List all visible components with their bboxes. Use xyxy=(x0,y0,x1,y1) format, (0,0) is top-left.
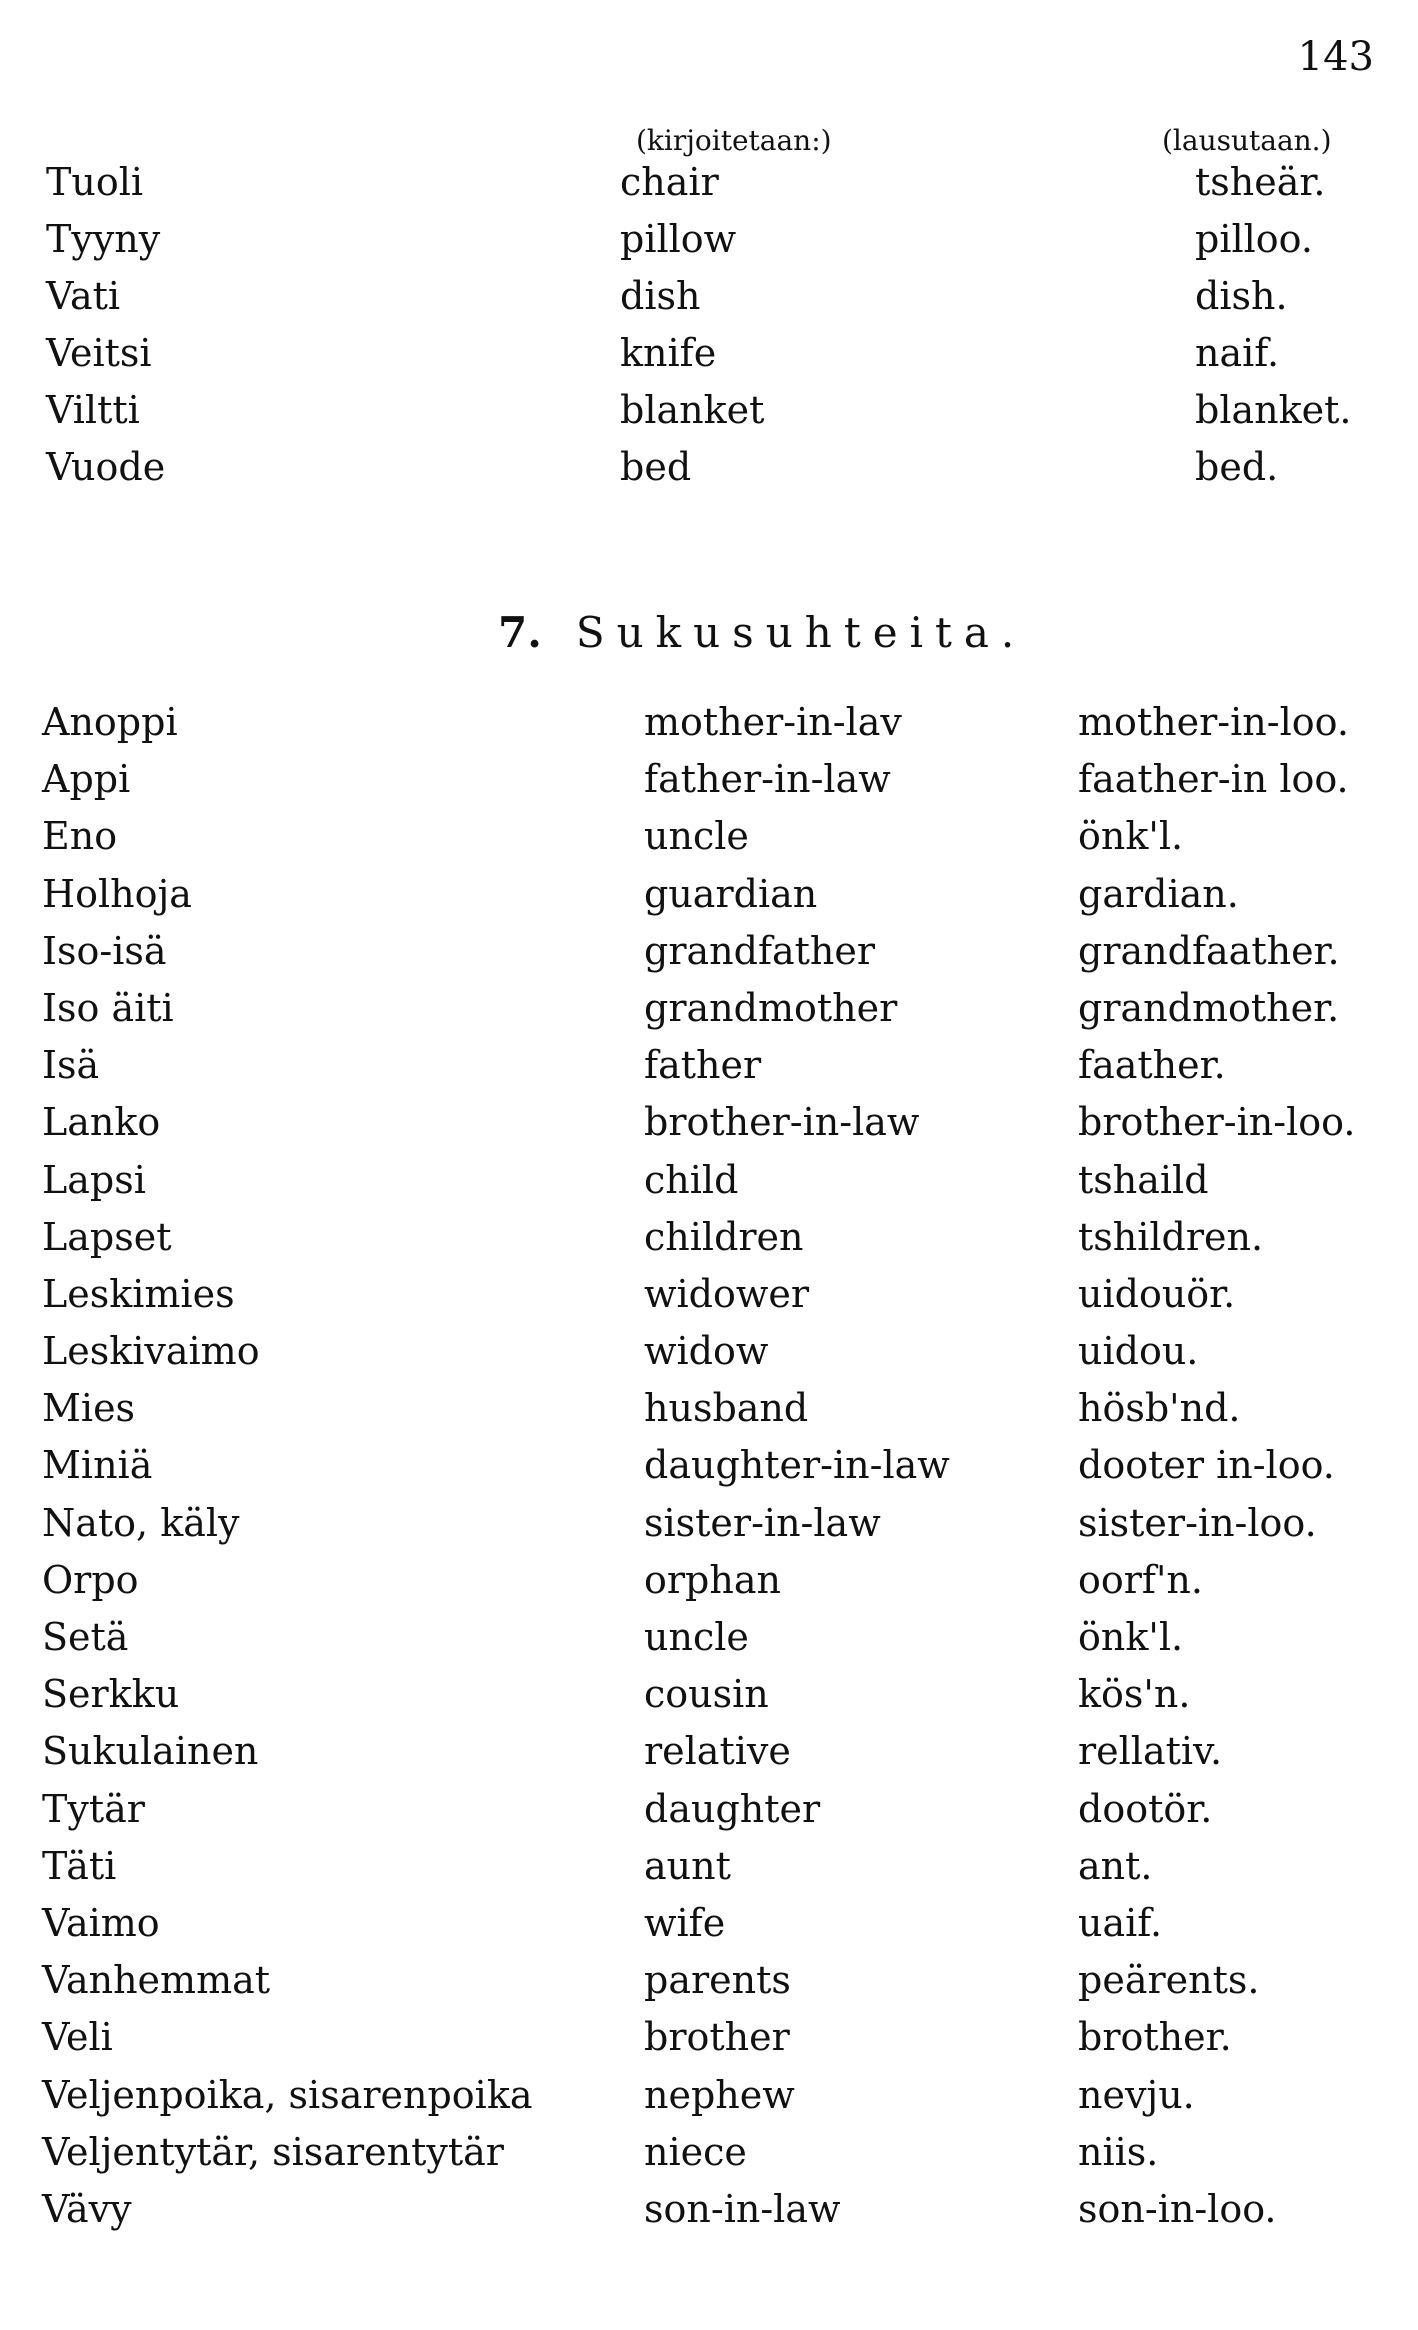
finnish-word: Mies xyxy=(42,1386,136,1431)
english-word: blanket xyxy=(620,388,765,432)
pronunciation: ant. xyxy=(1078,1843,1153,1888)
english-word: niece xyxy=(644,2129,747,2174)
english-word: grandmother xyxy=(644,985,898,1030)
finnish-word: Vuode xyxy=(46,445,166,489)
english-word: husband xyxy=(644,1386,809,1431)
pronunciation: hösb'nd. xyxy=(1078,1386,1241,1431)
finnish-word: Iso-isä xyxy=(42,928,167,973)
finnish-word: Vanhemmat xyxy=(42,1958,271,2003)
pronunciation: bed. xyxy=(1195,445,1279,489)
vocabulary-row xyxy=(0,1958,1418,2015)
vocabulary-row xyxy=(0,1901,1418,1958)
pronunciation: brother-in-loo. xyxy=(1078,1100,1356,1145)
top-vocabulary-table xyxy=(0,160,1418,502)
finnish-word: Veitsi xyxy=(46,331,152,375)
pronunciation: oorf'n. xyxy=(1078,1557,1203,1602)
pronunciation: faather. xyxy=(1078,1043,1226,1088)
pronunciation: peärents. xyxy=(1078,1958,1260,2003)
pronunciation: uidou. xyxy=(1078,1329,1199,1374)
pronunciation: grandfaather. xyxy=(1078,928,1340,973)
pronunciation: önk'l. xyxy=(1078,1615,1184,1659)
vocabulary-row xyxy=(0,217,1418,274)
finnish-word: Leskimies xyxy=(42,1271,235,1316)
vocabulary-row xyxy=(0,1558,1418,1615)
english-word: brother xyxy=(644,2015,790,2060)
english-word: daughter-in-law xyxy=(644,1443,950,1488)
vocabulary-row xyxy=(0,1443,1418,1500)
pronunciation: kös'n. xyxy=(1078,1672,1191,1717)
finnish-word: Tytär xyxy=(42,1786,145,1831)
finnish-word: Tuoli xyxy=(46,160,144,204)
finnish-word: Vati xyxy=(46,274,121,318)
english-word: widow xyxy=(644,1329,769,1374)
finnish-word: Viltti xyxy=(46,388,140,432)
finnish-word: Nato, käly xyxy=(42,1500,240,1545)
english-word: wife xyxy=(644,1900,726,1945)
english-word: uncle xyxy=(644,814,749,859)
finnish-word: Miniä xyxy=(42,1443,153,1488)
vocabulary-row xyxy=(0,2187,1418,2244)
vocabulary-row xyxy=(0,1386,1418,1443)
page-number: 143 xyxy=(1297,34,1374,80)
pronunciation: naif. xyxy=(1195,331,1280,375)
finnish-word: Leskivaimo xyxy=(42,1329,260,1374)
column-header-written: (kirjoitetaan:) xyxy=(636,124,832,157)
pronunciation: tshaild xyxy=(1078,1157,1209,1202)
pronunciation: son-in-loo. xyxy=(1078,2186,1277,2231)
vocabulary-row xyxy=(0,2015,1418,2072)
english-word: son-in-law xyxy=(644,2186,841,2231)
english-word: cousin xyxy=(644,1672,769,1717)
english-word: chair xyxy=(620,160,719,204)
finnish-word: Iso äiti xyxy=(42,985,174,1030)
vocabulary-row xyxy=(0,1215,1418,1272)
english-word: relative xyxy=(644,1729,791,1774)
finnish-word: Serkku xyxy=(42,1672,180,1717)
vocabulary-row xyxy=(0,1844,1418,1901)
section-title: Sukusuhteita. xyxy=(575,608,1027,657)
vocabulary-row xyxy=(0,1043,1418,1100)
finnish-word: Lanko xyxy=(42,1100,161,1145)
finnish-word: Vaimo xyxy=(42,1900,160,1945)
english-word: bed xyxy=(620,445,692,489)
pronunciation: mother-in-loo. xyxy=(1078,700,1349,744)
vocabulary-row xyxy=(0,1158,1418,1215)
pronunciation: tshildren. xyxy=(1078,1214,1264,1259)
vocabulary-row xyxy=(0,700,1418,757)
kinship-vocabulary-table xyxy=(0,700,1418,2244)
english-word: grandfather xyxy=(644,928,876,973)
column-header-spoken: (lausutaan.) xyxy=(1162,124,1332,157)
english-word: nephew xyxy=(644,2072,795,2117)
finnish-word: Sukulainen xyxy=(42,1729,259,1774)
finnish-word: Veli xyxy=(42,2015,113,2060)
vocabulary-row xyxy=(0,1329,1418,1386)
finnish-word: Appi xyxy=(42,757,131,802)
pronunciation: sister-in-loo. xyxy=(1078,1500,1317,1545)
english-word: father xyxy=(644,1043,762,1088)
english-word: mother-in-lav xyxy=(644,700,902,744)
pronunciation: uaif. xyxy=(1078,1900,1163,1945)
finnish-word: Lapset xyxy=(42,1214,172,1259)
pronunciation: blanket. xyxy=(1195,388,1352,432)
english-word: widower xyxy=(644,1271,810,1316)
vocabulary-row xyxy=(0,1501,1418,1558)
english-word: aunt xyxy=(644,1843,731,1888)
pronunciation: niis. xyxy=(1078,2129,1159,2174)
vocabulary-row xyxy=(0,1672,1418,1729)
finnish-word: Veljentytär, sisarentytär xyxy=(42,2129,504,2174)
vocabulary-row xyxy=(0,388,1418,445)
english-word: parents xyxy=(644,1958,791,2003)
pronunciation: pilloo. xyxy=(1195,217,1313,261)
pronunciation: nevju. xyxy=(1078,2072,1195,2117)
vocabulary-row xyxy=(0,1100,1418,1157)
pronunciation: önk'l. xyxy=(1078,814,1184,859)
english-word: brother-in-law xyxy=(644,1100,920,1145)
section-heading xyxy=(498,608,1026,657)
vocabulary-row xyxy=(0,814,1418,871)
vocabulary-row xyxy=(0,929,1418,986)
vocabulary-row xyxy=(0,445,1418,502)
pronunciation: faather-in loo. xyxy=(1078,757,1349,802)
english-word: uncle xyxy=(644,1615,749,1659)
pronunciation: tsheär. xyxy=(1195,160,1326,204)
vocabulary-row xyxy=(0,2073,1418,2130)
english-word: children xyxy=(644,1214,804,1259)
finnish-word: Anoppi xyxy=(42,700,178,744)
vocabulary-row xyxy=(0,872,1418,929)
english-word: sister-in-law xyxy=(644,1500,881,1545)
english-word: dish xyxy=(620,274,701,318)
vocabulary-row xyxy=(0,1729,1418,1786)
vocabulary-row xyxy=(0,1272,1418,1329)
english-word: guardian xyxy=(644,871,818,916)
pronunciation: rellativ. xyxy=(1078,1729,1223,1774)
pronunciation: dooter in-loo. xyxy=(1078,1443,1335,1488)
vocabulary-row xyxy=(0,331,1418,388)
english-word: knife xyxy=(620,331,717,375)
finnish-word: Veljenpoika, sisarenpoika xyxy=(42,2072,533,2117)
english-word: child xyxy=(644,1157,739,1202)
finnish-word: Holhoja xyxy=(42,871,192,916)
pronunciation: uidouör. xyxy=(1078,1271,1236,1316)
pronunciation: dootör. xyxy=(1078,1786,1213,1831)
finnish-word: Isä xyxy=(42,1043,100,1088)
vocabulary-row xyxy=(0,1615,1418,1672)
finnish-word: Tyyny xyxy=(46,217,161,261)
english-word: daughter xyxy=(644,1786,821,1831)
vocabulary-row xyxy=(0,274,1418,331)
pronunciation: grandmother. xyxy=(1078,985,1340,1030)
finnish-word: Lapsi xyxy=(42,1157,146,1202)
english-word: pillow xyxy=(620,217,737,261)
finnish-word: Orpo xyxy=(42,1557,139,1602)
vocabulary-row xyxy=(0,986,1418,1043)
finnish-word: Vävy xyxy=(42,2186,132,2231)
finnish-word: Setä xyxy=(42,1615,129,1659)
section-number: 7. xyxy=(498,608,542,657)
vocabulary-row xyxy=(0,2130,1418,2187)
vocabulary-row xyxy=(0,160,1418,217)
vocabulary-row xyxy=(0,1787,1418,1844)
vocabulary-row xyxy=(0,757,1418,814)
pronunciation: brother. xyxy=(1078,2015,1232,2060)
finnish-word: Täti xyxy=(42,1843,117,1888)
english-word: father-in-law xyxy=(644,757,891,802)
pronunciation: gardian. xyxy=(1078,871,1239,916)
english-word: orphan xyxy=(644,1557,781,1602)
pronunciation: dish. xyxy=(1195,274,1288,318)
finnish-word: Eno xyxy=(42,814,118,859)
